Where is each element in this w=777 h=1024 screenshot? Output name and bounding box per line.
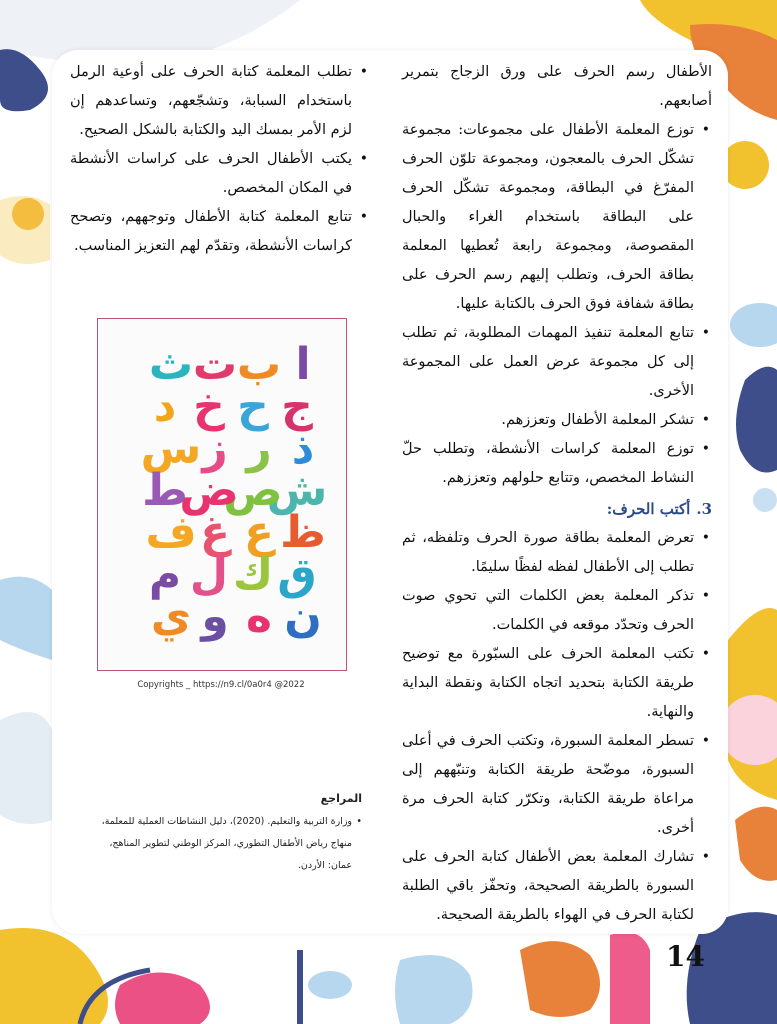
list-item: • تكتب المعلمة الحرف على السبّورة مع توضيح طريقة الكتابة بتحديد اتجاه الكتابة ونقطة البداية والنهاية. — [402, 640, 694, 727]
bullet-icon: • — [701, 122, 710, 138]
bullet-icon: • — [701, 325, 710, 341]
reference-item: • وزارة التربية والتعليم. (2020)، دليل النشاطات العملية للمعلمة، — [62, 811, 362, 833]
poster-letter: م — [148, 549, 182, 600]
image-caption: Copyrights _ https://n9.cl/0a0r4 @2022 — [137, 680, 305, 690]
page-number: 14 — [666, 940, 705, 973]
poster-letter: ض — [179, 465, 239, 516]
bullet-icon: • — [701, 733, 710, 749]
poster-letter: ا — [295, 339, 311, 390]
poster-letter: غ — [199, 507, 231, 558]
poster-letter: ج — [281, 381, 313, 432]
poster-letter: س — [140, 423, 202, 474]
bullet-icon: • — [701, 588, 710, 604]
reference-item-continued: عمان: الأردن. — [297, 860, 352, 871]
references-title: المراجع — [320, 792, 362, 805]
poster-letter: ذ — [291, 423, 315, 474]
poster-letter: ش — [266, 465, 328, 516]
list-item: • تعرض المعلمة بطاقة صورة الحرف وتلفظه، ثم تطلب إلى الأطفال لفظه لفظًا سليمًا. — [402, 524, 694, 582]
list-item: • تتابع المعلمة تنفيذ المهمات المطلوبة، ثم تطلب إلى كل مجموعة عرض العمل على المجموعة الأخرى. — [402, 319, 694, 406]
poster-letter: د — [153, 381, 177, 432]
poster-letter: ت — [192, 339, 238, 390]
poster-letter: و — [201, 591, 229, 642]
poster-letter: ل — [189, 549, 229, 600]
poster-letter: ث — [148, 339, 194, 390]
bullet-icon: • — [359, 209, 368, 225]
list-item: • تشكر المعلمة الأطفال وتعززهم. — [402, 406, 694, 435]
poster-letter: ص — [223, 465, 283, 516]
poster-letter: ط — [142, 465, 188, 516]
poster-letter: ب — [236, 339, 282, 390]
references-section — [62, 792, 362, 877]
poster-letter: ن — [284, 591, 322, 642]
list-item: • تطلب المعلمة كتابة الحرف على أوعية الرمل باستخدام السبابة، وتشجّعهم، وتساعدهم إن لزم الأمر بمسك اليد والكتابة بالشكل الصحيح. — [70, 58, 352, 145]
list-item: • تشارك المعلمة بعض الأطفال كتابة الحرف على السبورة بالطريقة الصحيحة، وتحفّز باقي الطلبة لكتابة الحرف في الهواء بالطريقة الصحيحة. — [402, 843, 694, 930]
poster-letter: ظ — [280, 507, 326, 558]
arabic-alphabet-poster — [97, 318, 347, 671]
left-text-column — [70, 58, 370, 261]
intro-paragraph: الأطفال رسم الحرف على ورق الزجاج بتمرير أصابعهم. — [402, 64, 712, 109]
poster-letter: ه — [246, 591, 272, 642]
bullet-icon: • — [359, 151, 368, 167]
list-item: • توزع المعلمة كراسات الأنشطة، وتطلب حلّ النشاط المخصص، وتتابع حلولهم وتعززهم. — [402, 435, 694, 493]
bullet-icon: • — [701, 412, 710, 428]
bullet-icon: • — [701, 441, 710, 457]
bullet-icon: • — [359, 64, 368, 80]
poster-letter: ر — [246, 423, 272, 474]
poster-letter: ح — [237, 381, 269, 432]
activity-bullet-list — [402, 116, 712, 493]
list-item: • يكتب الأطفال الحرف على كراسات الأنشطة في المكان المخصص. — [70, 145, 352, 203]
reference-item-continued: منهاج رياض الأطفال التطوري، المركز الوطني لتطوير المناهج، — [109, 838, 352, 849]
list-item: • تسطر المعلمة السبورة، وتكتب الحرف في أعلى السبورة، موضّحة طريقة الكتابة وتنبّههم إلى مراعاة طريقة الكتابة، وتكرّر كتابة الحرف مرة أخرى. — [402, 727, 694, 843]
writing-bullet-list — [402, 524, 712, 930]
right-text-column — [402, 58, 712, 930]
practice-bullet-list — [70, 58, 370, 261]
bullet-icon: • — [356, 816, 362, 827]
poster-letter: ع — [243, 507, 275, 558]
poster-letter: ي — [150, 591, 192, 642]
poster-letter: ز — [202, 423, 228, 474]
poster-letter: ك — [232, 549, 274, 600]
poster-letter: خ — [193, 381, 225, 432]
alphabet-letters-image — [98, 319, 346, 670]
list-item: • تذكر المعلمة بعض الكلمات التي تحوي صوت الحرف وتحدّد موقعه في الكلمات. — [402, 582, 694, 640]
poster-letter: ف — [145, 507, 197, 558]
section-title: أكتب الحرف: — [606, 500, 691, 518]
list-item: • تتابع المعلمة كتابة الأطفال وتوجههم، وتصحح كراسات الأنشطة، وتقدّم لهم التعزيز المناسب. — [70, 203, 352, 261]
bullet-icon: • — [701, 646, 710, 662]
section-number: 3. — [696, 500, 712, 518]
bullet-icon: • — [701, 849, 710, 865]
list-item: • توزع المعلمة الأطفال على مجموعات: مجموعة تشكّل الحرف بالمعجون، ومجموعة تلوّن الحرف المفرّغ في البطاقة، ومجموعة تشكّل الحرف على البطاقة باستخدام الغراء والحبال المقصوصة، ومجموعة رابعة تُعطيها المعلمة بطاقة الحرف، وتطلب إليهم رسم الحرف على بطاقة شفافة فوق الحرف بالكتابة عليها. — [402, 116, 694, 319]
section-heading — [402, 495, 712, 524]
poster-letter: ق — [277, 549, 317, 600]
bullet-icon: • — [701, 530, 710, 546]
